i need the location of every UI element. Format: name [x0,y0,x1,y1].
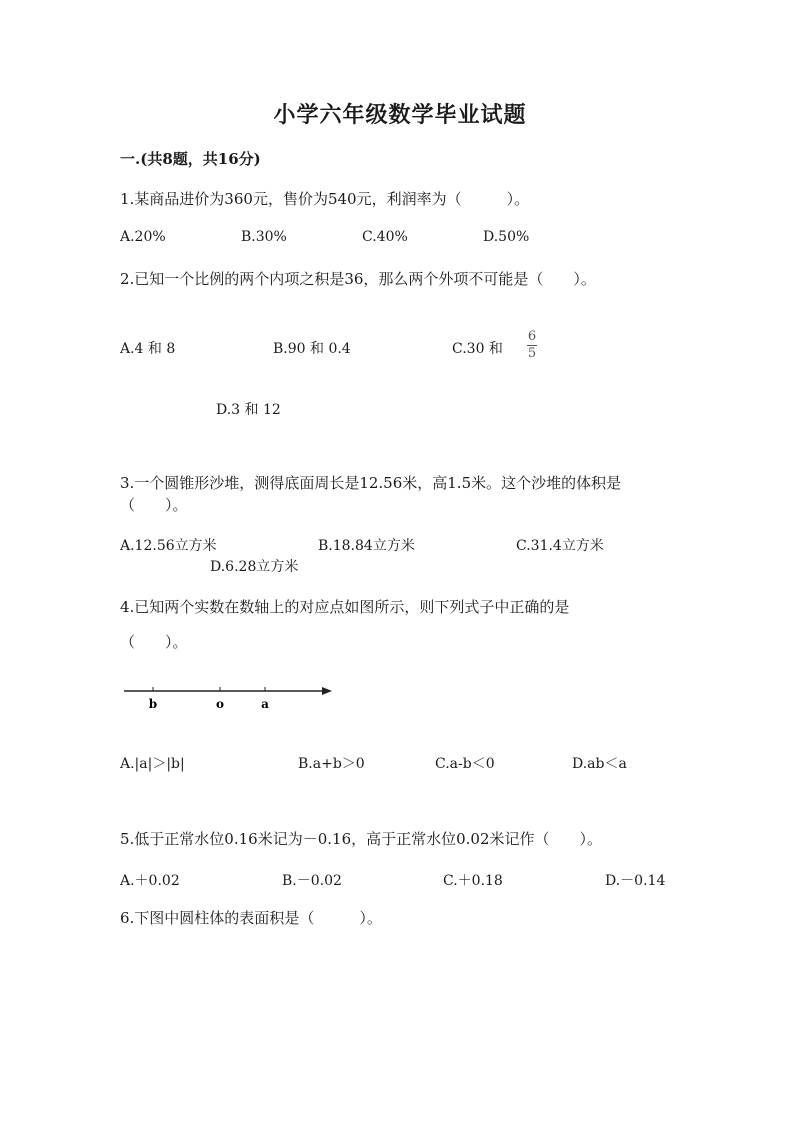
question-1-option-c: C.40% [362,229,408,245]
question-6-stem: 6.下图中圆柱体的表面积是（ ）。 [120,909,382,927]
fraction-six-fifths [527,330,537,361]
question-5-option-d: D.－0.14 [605,873,666,889]
question-5-option-b: B.－0.02 [282,873,342,889]
question-1-option-b: B.30% [241,229,287,245]
question-5-option-a: A.＋0.02 [120,873,180,889]
question-1-option-a: A.20% [120,229,166,245]
question-1-stem: 1.某商品进价为360元，售价为540元，利润率为（ ）。 [120,190,530,208]
page-title: 小学六年级数学毕业试题 [273,102,527,128]
question-3-stem-line1: 3.一个圆锥形沙堆，测得底面周长是12.56米，高1.5米。这个沙堆的体积是 [120,474,622,492]
question-5-option-c: C.＋0.18 [443,873,503,889]
fraction-denominator: 5 [527,346,537,361]
question-1-option-d: D.50% [483,229,530,245]
question-2-option-b: B.90 和 0.4 [273,341,351,357]
number-line-label-b: b [148,697,158,711]
question-3-option-c: C.31.4立方米 [516,538,604,554]
question-4-option-d: D.ab＜a [572,756,627,772]
number-line-label-o: o [215,697,225,711]
question-2-option-c: C.30 和 [452,341,503,357]
section-heading: 一.(共8题，共16分) [120,150,261,168]
question-4-option-a: A.|a|＞|b| [120,756,185,772]
question-3-option-a: A.12.56立方米 [120,538,217,554]
question-4-option-c: C.a-b＜0 [435,756,495,772]
question-4-option-b: B.a+b＞0 [298,756,365,772]
fraction-numerator: 6 [527,329,537,344]
question-2-option-a: A.4 和 8 [120,341,176,357]
question-5-stem: 5.低于正常水位0.16米记为－0.16，高于正常水位0.02米记作（ ）。 [120,830,603,848]
question-3-option-b: B.18.84立方米 [318,538,415,554]
question-3-option-d: D.6.28立方米 [210,559,299,575]
question-3-stem-line2: （ ）。 [120,496,188,514]
question-2-option-d: D.3 和 12 [216,402,281,418]
number-line-label-a: a [261,697,269,711]
number-line-arrow [322,687,332,695]
question-2-stem: 2.已知一个比例的两个内项之积是36，那么两个外项不可能是（ ）。 [120,270,596,288]
question-4-stem-line1: 4.已知两个实数在数轴上的对应点如图所示，则下列式子中正确的是 [120,598,570,616]
question-4-stem-line2: （ ）。 [120,633,188,651]
number-line-figure [122,682,334,722]
